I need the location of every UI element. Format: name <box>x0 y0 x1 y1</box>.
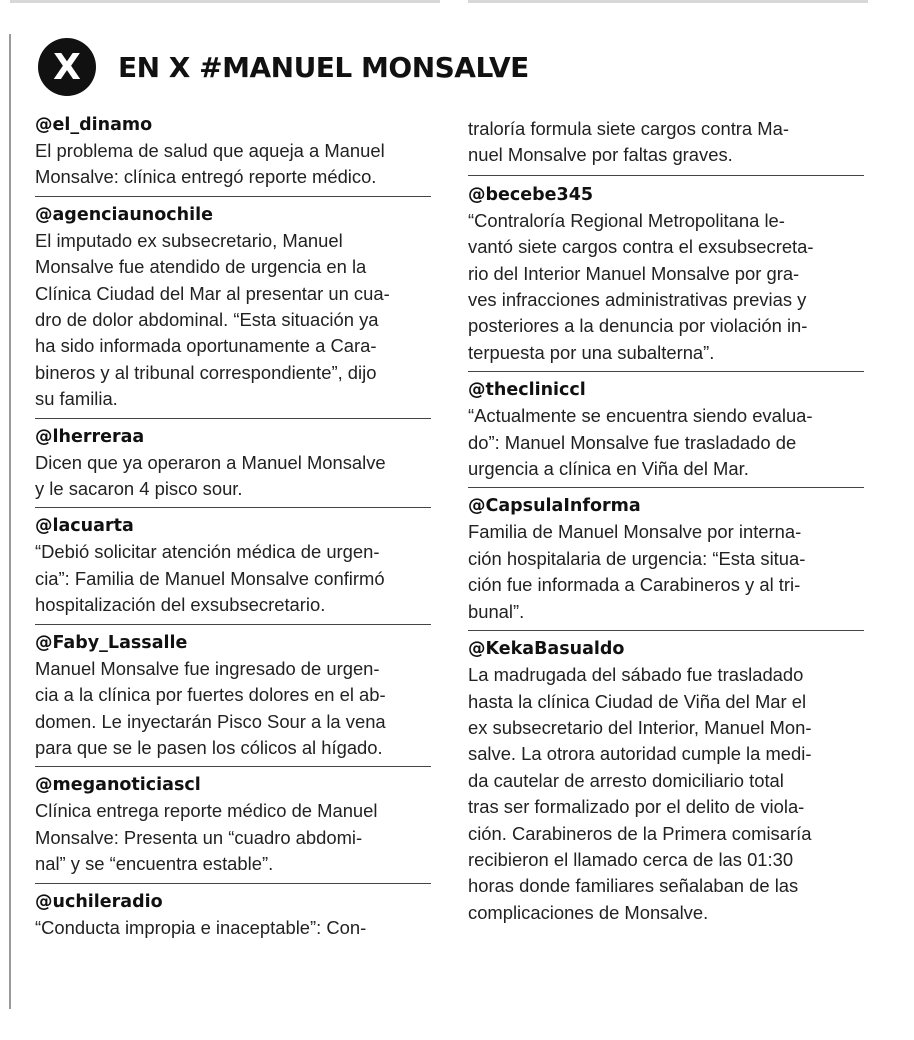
post-text: “Debió solicitar atención médica de urgen- cia”: Familia de Manuel Monsalve confirmó hospitalización del exsubsecretario. <box>35 541 385 616</box>
top-rule-right <box>468 0 868 3</box>
post-agenciaunochile <box>35 202 431 419</box>
post-uchileradio <box>35 889 431 946</box>
post-capsulainforma <box>468 493 864 631</box>
post-handle: @lacuarta <box>35 516 134 537</box>
post-text: “Actualmente se encuentra siendo evalua- do”: Manuel Monsalve fue trasladado de urgencia a clínica en Viña del Mar. <box>468 405 813 480</box>
post-handle: @meganoticiascl <box>35 775 201 796</box>
section-title: EN X #MANUEL MONSALVE <box>118 50 529 84</box>
post-handle: @lherreraa <box>35 426 145 447</box>
post-text: El problema de salud que aqueja a Manuel Monsalve: clínica entregó reporte médico. <box>35 140 385 188</box>
post-handle: @agenciaunochile <box>35 204 213 225</box>
post-el-dinamo <box>35 112 431 197</box>
post-text-continuation: traloría formula siete cargos contra Ma- nuel Monsalve por faltas graves. <box>468 118 789 166</box>
post-handle: @KekaBasualdo <box>468 639 625 660</box>
post-text: La madrugada del sábado fue trasladado hasta la clínica Ciudad de Viña del Mar el ex subsecretario del Interior, Manuel Mon- salve. La otrora autoridad cumple la medi- da cautelar de arresto domiciliario total tras ser formalizado por el delito de viola- ción. Carabineros de la Primera comisaría recibieron el llamado cerca de las 01:30 horas donde familiares señalaban de las complicaciones de Monsalve. <box>468 664 812 923</box>
post-meganoticiascl <box>35 772 431 883</box>
post-becebe345 <box>468 182 864 372</box>
post-handle: @theclinicc​l <box>468 380 586 401</box>
post-handle: @becebe345 <box>468 184 594 205</box>
post-handle: @el_dinamo <box>35 115 153 135</box>
post-text: Familia de Manuel Monsalve por interna- ción hospitalaria de urgencia: “Esta situa- ción fue informada a Carabineros y al tri- bunal”. <box>468 521 806 622</box>
post-handle: @Faby_Lassalle <box>35 632 188 653</box>
right-column <box>468 116 864 936</box>
post-faby-lassalle <box>35 630 431 768</box>
post-kekabasualdo <box>468 636 864 931</box>
left-column <box>35 112 431 951</box>
post-text: Clínica entrega reporte médico de Manuel Monsalve: Presenta un “cuadro abdomi- nal” y se “encuentra estable”. <box>35 800 378 875</box>
section-header <box>38 38 529 96</box>
x-logo-icon: X <box>38 38 96 96</box>
post-continuation <box>468 116 864 176</box>
post-theclinic <box>468 377 864 488</box>
post-handle: @CapsulaInforma <box>468 496 641 517</box>
post-text: “Contraloría Regional Metropolitana le- vantó siete cargos contra el exsubsecreta- rio del Interior Manuel Monsalve por gra- ves infracciones administrativas previas y posteriores a la denuncia por violación in- terpuesta por una subalterna”. <box>468 209 814 363</box>
post-text: Dicen que ya operaron a Manuel Monsalve y le sacaron 4 pisco sour. <box>35 451 386 500</box>
post-lacuarta <box>35 513 431 624</box>
left-margin-rule <box>9 34 11 1009</box>
post-lherreraa <box>35 424 431 509</box>
post-text: Manuel Monsalve fue ingresado de urgen- cia a la clínica por fuertes dolores en el ab- domen. Le inyectarán Pisco Sour a la vena para que se le pasen los cólicos al hígado. <box>35 657 386 758</box>
post-handle: @uchileradio <box>35 891 163 912</box>
top-rule-left <box>10 0 440 3</box>
post-text: “Conducta impropia e inaceptable”: Con- <box>35 916 367 938</box>
post-text: El imputado ex subsecretario, Manuel Monsalve fue atendido de urgencia en la Clínica Ciudad del Mar al presentar un cua- dro de dolor abdominal. “Esta situación ya ha sido informada oportunamente a Cara- bineros y al tribunal correspondiente”, dijo su familia. <box>35 229 390 410</box>
